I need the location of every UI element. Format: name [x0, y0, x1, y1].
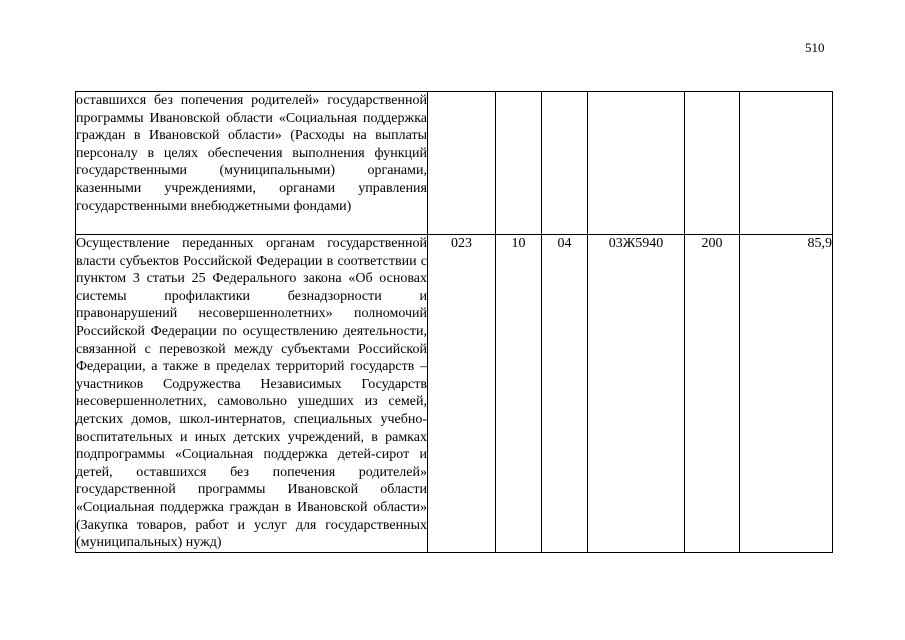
ministry-code: 023 — [428, 235, 496, 553]
row-description: Осуществление переданных органам государственной власти субъектов Российской Федерации в соответствии с пунктом 3 статьи 25 Федерального закона «Об основах системы профилактики безнадзорности и правонарушений несовершеннолетних» полномочий Российской Федерации по осуществлению деятельности, связанной с перевозкой между субъектами Российской Федерации, а также в пределах территорий государств – участников Содружества Независимых Государств несовершеннолетних, самовольно ушедших из семей, детских домов, школ-интернатов, специальных учебно-воспитательных и иных детских учреждений, в рамках подпрограммы «Социальная поддержка детей-сирот и детей, оставшихся без попечения родителей» государственной программы Ивановской области «Социальная поддержка граждан в Ивановской области» (Закупка товаров, работ и услуг для государственных (муниципальных) нужд) — [76, 235, 428, 553]
row-description: оставшихся без попечения родителей» государственной программы Ивановской области «Социальная поддержка граждан в Ивановской области» (Расходы на выплаты персоналу в целях обеспечения выполнения функций государственными (муниципальными) органами, казенными учреждениями, органами управления государственными внебюджетными фондами) — [76, 92, 428, 235]
section-code: 10 — [496, 235, 542, 553]
ministry-code — [428, 92, 496, 235]
expense-type-code — [685, 92, 740, 235]
subsection-code — [542, 92, 588, 235]
expense-type-code: 200 — [685, 235, 740, 553]
budget-table — [75, 91, 833, 553]
section-code — [496, 92, 542, 235]
table-row — [76, 92, 833, 235]
page-number: 510 — [805, 40, 825, 55]
table-row — [76, 235, 833, 553]
amount-value: 85,9 — [740, 235, 833, 553]
subsection-code: 04 — [542, 235, 588, 553]
target-item-code — [588, 92, 685, 235]
amount-value — [740, 92, 833, 235]
target-item-code: 03Ж5940 — [588, 235, 685, 553]
